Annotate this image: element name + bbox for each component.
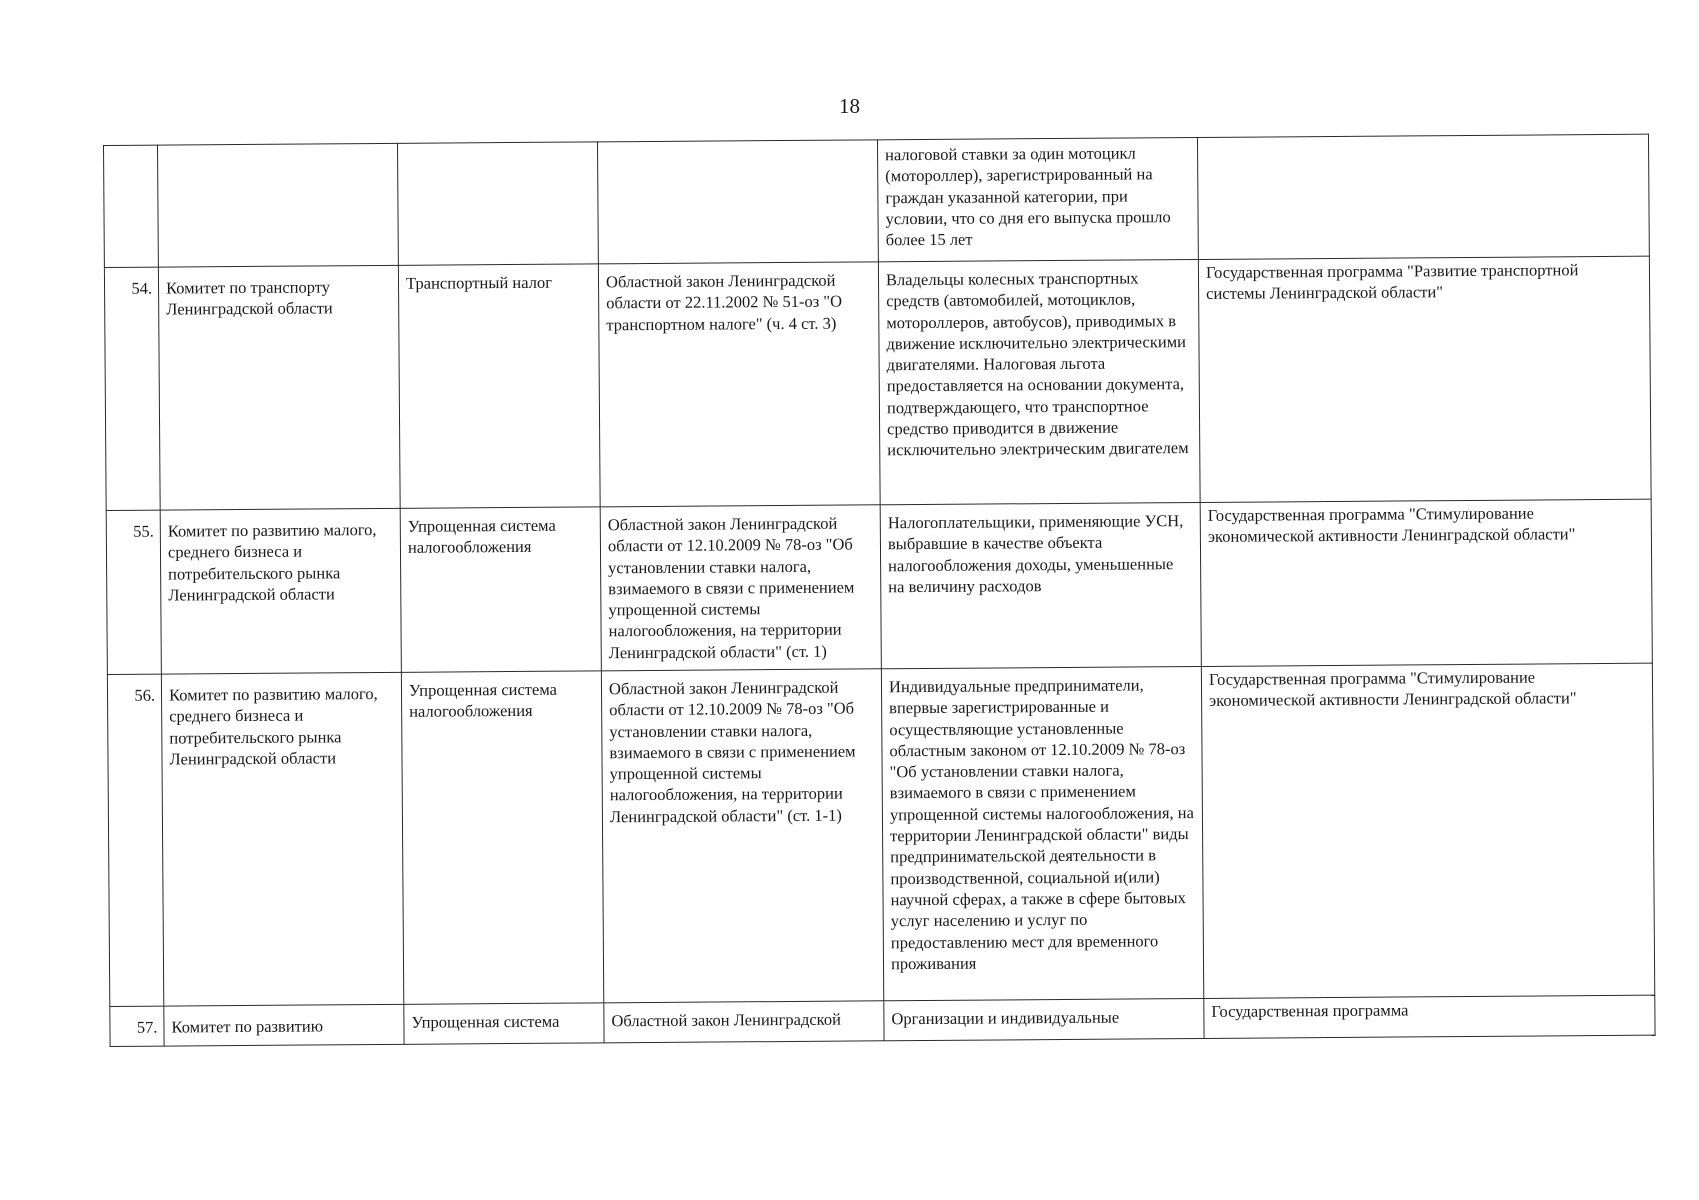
committee-cell: Комитет по развитию [164, 1004, 404, 1046]
committee-cell: Комитет по транспорту Ленинградской области [158, 265, 400, 510]
table-row-continuation [104, 134, 1650, 267]
benefits-table-wrapper [103, 134, 1655, 1047]
program-cell [1197, 134, 1649, 259]
tax-cell: Упрощенная система [404, 1003, 604, 1044]
program-cell: Государственная программа "Стимулирование экономической активности Ленинградской области" [1200, 499, 1652, 666]
table-row-54 [104, 256, 1651, 510]
tax-cell [397, 142, 598, 265]
tax-cell: Упрощенная система налогообложения [401, 671, 603, 1004]
row-number-cell: 57. [110, 1006, 164, 1046]
program-cell: Государственная программа [1204, 995, 1655, 1038]
page-number: 18 [839, 94, 860, 118]
law-cell: Областной закон Ленинградской области от 12.10.2009 № 78-оз "Об установлении ставки налога, взимаемого в связи с применением упрощенной системы налогообложения, на территории Ленинградской области" (ст. 1) [600, 505, 881, 671]
beneficiaries-cell: налоговой ставки за один мотоцикл (мотороллер), зарегистрированный на граждан указанной категории, при условии, что со дня его выпуска прошло более 15 лет [877, 137, 1198, 261]
committee-cell [158, 143, 399, 267]
row-number-cell: 55. [106, 510, 161, 674]
row-number-cell [104, 145, 159, 267]
law-cell [597, 140, 878, 264]
law-cell: Областной закон Ленинградской [604, 1001, 884, 1043]
beneficiaries-cell: Налогоплательщики, применяющие УСН, выбравшие в качестве объекта налогообложения доходы, уменьшенные на величину расходов [880, 502, 1201, 668]
table-row-55 [106, 499, 1652, 674]
committee-cell: Комитет по развитию малого, среднего бизнеса и потребительского рынка Ленинградской области [160, 508, 401, 674]
program-cell: Государственная программа "Развитие транспортной системы Ленинградской области" [1198, 256, 1651, 502]
program-cell: Государственная программа "Стимулирование экономической активности Ленинградской области" [1201, 663, 1654, 998]
tax-benefits-table [103, 134, 1656, 1047]
beneficiaries-cell: Владельцы колесных транспортных средств (автомобилей, мотоциклов, мотороллеров, автобусов), приводимых в движение исключительно электрическими двигателями. Налоговая льгота предоставляется на основании документа, подтверждающего, что транспортное средство приводится в движение исключительно электрическим двигателем [878, 259, 1200, 504]
committee-cell: Комитет по развитию малого, среднего бизнеса и потребительского рынка Ленинградской области [161, 672, 403, 1006]
table-row-56 [107, 663, 1654, 1006]
beneficiaries-cell: Индивидуальные предприниматели, впервые зарегистрированные и осуществляющие установленные областным законом от 12.10.2009 № 78-оз "Об установлении ставки налога, взимаемого в связи с применением упрощенной системы налогообложения, на территории Ленинградской области" виды предпринимательской деятельности в производственной, социальной и(или) научной сферах, а также в сфере бытовых услуг населению и услуг по предоставлению мест для временного проживания [881, 666, 1203, 1000]
law-cell: Областной закон Ленинградской области от 12.10.2009 № 78-оз "Об установлении ставки налога, взимаемого в связи с применением упрощенной системы налогообложения, на территории Ленинградской области" (ст. 1-1) [601, 669, 883, 1003]
beneficiaries-cell: Организации и индивидуальные [884, 998, 1204, 1040]
law-cell: Областной закон Ленинградской области от 22.11.2002 № 51-оз "О транспортном налоге" (ч. 4 ст. 3) [598, 262, 880, 507]
tax-cell: Транспортный налог [398, 264, 600, 508]
tax-cell: Упрощенная система налогообложения [400, 507, 601, 672]
row-number-cell: 56. [107, 674, 163, 1006]
row-number-cell: 54. [104, 267, 160, 510]
